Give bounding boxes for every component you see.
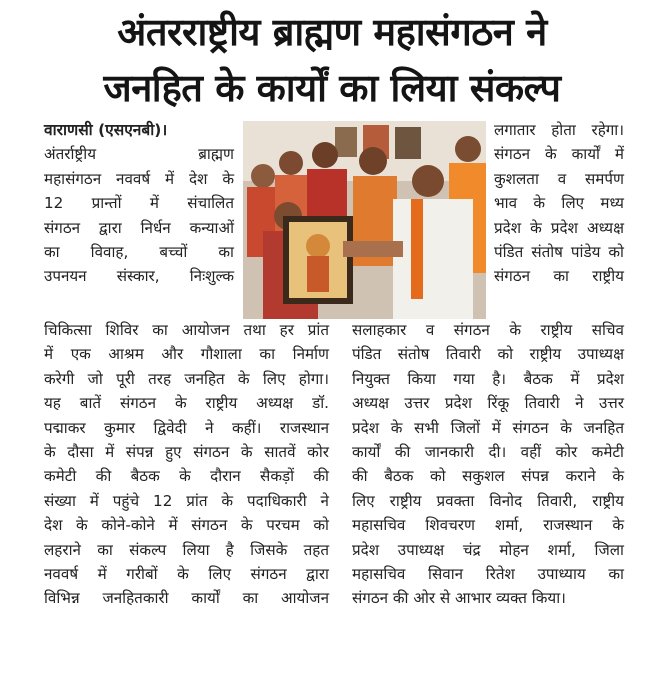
- right-line-7: संगठन का राष्ट्रीय: [494, 267, 624, 286]
- right-line-2: संगठन के कार्यों में: [494, 145, 624, 164]
- lower-right-line-11: महासचिव सिवान रितेश उपाध्याय का: [352, 564, 624, 583]
- lower-right-line-5: प्रदेश के सभी जिलों में संगठन के जनहित: [352, 418, 624, 437]
- lower-right-line-3: नियुक्त किया गया है। बैठक में प्रदेश: [352, 369, 624, 388]
- lower-right-line-2: पंडित संतोष तिवारी को राष्ट्रीय उपाध्यक्ष: [352, 345, 624, 364]
- lower-left-line-2: में एक आश्रम और गौशाला का निर्माण: [44, 345, 329, 364]
- lower-left-line-12: विभिन्न जनहितकारी कार्यों का आयोजन: [44, 589, 329, 608]
- headline-line-2: जनहित के कार्यों का लिया संकल्प: [103, 66, 561, 110]
- lower-left-column: [44, 318, 329, 611]
- lower-left-line-8: संख्या में पहुंचे 12 प्रांत के पदाधिकारी ने: [44, 491, 329, 510]
- lower-right-line-7: की बैठक को सकुशल संपन्न कराने के: [352, 467, 624, 486]
- lower-left-line-5: पद्माकर कुमार द्विवेदी ने कहीं। राजस्थान: [44, 418, 329, 437]
- lower-left-line-3: करेगी जो पूरी तरह जनहित के लिए होगा।: [44, 369, 329, 388]
- left-line-1: अंतर्राष्ट्रीय ब्राह्मण: [44, 145, 234, 164]
- lower-right-line-12: संगठन की ओर से आभार व्यक्त किया।: [352, 589, 566, 608]
- lower-right-line-10: प्रदेश उपाध्यक्ष चंद्र मोहन शर्मा, जिला: [352, 540, 624, 559]
- lower-right-column: [352, 318, 624, 611]
- lower-left-line-6: के दौसा में संपन्न हुए संगठन के सातवें कोर: [44, 442, 329, 461]
- left-column: [44, 118, 234, 289]
- right-line-5: प्रदेश के प्रदेश अध्यक्ष: [494, 218, 624, 237]
- right-line-6: पंडित संतोष पांडेय को: [494, 242, 624, 261]
- left-line-3: 12 प्रान्तों में संचालित: [44, 194, 234, 213]
- lower-right-line-9: महासचिव शिवचरण शर्मा, राजस्थान के: [352, 516, 624, 535]
- right-column: [494, 118, 624, 289]
- lower-left-line-10: लहराने का संकल्प लिया है जिसके तहत: [44, 540, 329, 559]
- left-line-6: उपनयन संस्कार, निःशुल्क: [44, 267, 234, 286]
- lower-right-line-8: लिए राष्ट्रीय प्रवक्ता विनोद तिवारी, राष्ट्रीय: [352, 491, 624, 510]
- right-line-3: कुशलता व समर्पण: [494, 169, 624, 188]
- lower-left-line-4: यह बातें संगठन के राष्ट्रीय अध्यक्ष डॉ.: [44, 394, 329, 413]
- news-photo: [243, 121, 486, 319]
- dateline: वाराणसी (एसएनबी)।: [44, 121, 168, 139]
- lower-left-line-1: चिकित्सा शिविर का आयोजन तथा हर प्रांत: [44, 321, 329, 339]
- lower-right-line-4: अध्यक्ष उत्तर प्रदेश रिंकू तिवारी ने उत्तर: [352, 394, 624, 413]
- right-line-4: भाव के लिए मध्य: [494, 194, 624, 213]
- lower-left-line-7: कमेटी की बैठक के दौरान सैकड़ों की: [44, 467, 329, 486]
- group-photo-image: [243, 121, 486, 319]
- lower-right-line-6: कार्यों की जानकारी दी। वहीं कोर कमेटी: [352, 442, 624, 461]
- lower-left-line-9: देश के कोने-कोने में संगठन के परचम को: [44, 516, 329, 535]
- left-line-5: का विवाह, बच्चों का: [44, 242, 234, 261]
- left-line-4: संगठन द्वारा निर्धन कन्याओं: [44, 218, 234, 237]
- lower-right-line-1: सलाहकार व संगठन के राष्ट्रीय सचिव: [352, 321, 624, 339]
- left-line-2: महासंगठन नववर्ष में देश के: [44, 169, 234, 188]
- lower-left-line-11: नववर्ष में गरीबों के लिए संगठन द्वारा: [44, 564, 329, 583]
- right-line-1: लगातार होता रहेगा।: [494, 121, 624, 139]
- headline-line-1: अंतरराष्ट्रीय ब्राह्मण महासंगठन ने: [117, 10, 547, 54]
